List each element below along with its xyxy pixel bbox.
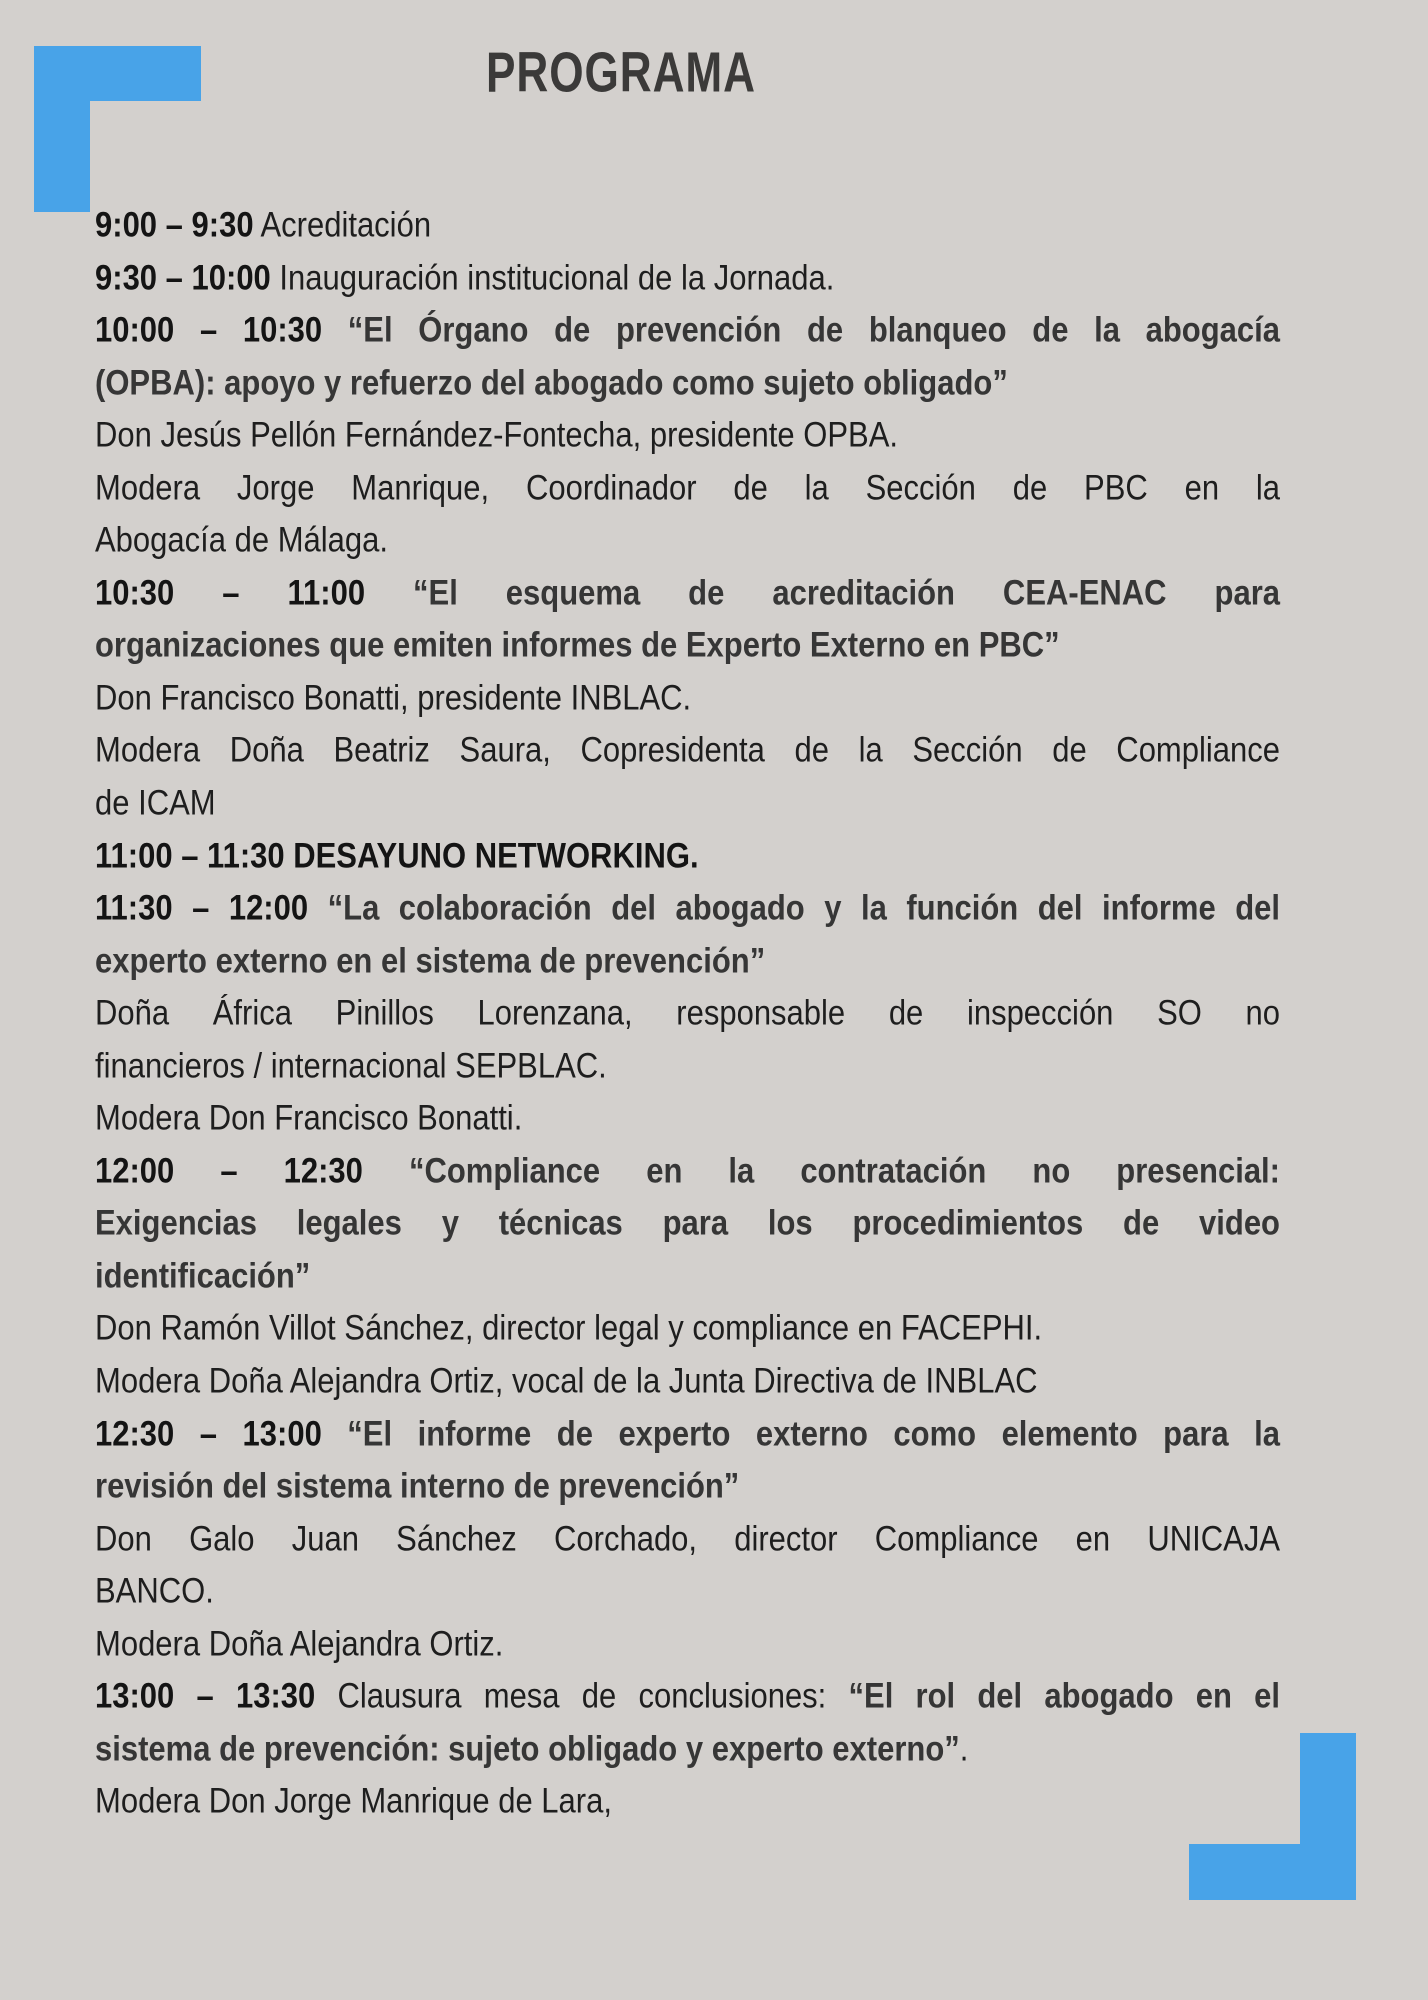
- program-line: [95, 983, 1280, 1043]
- program-line-segment-time: 9:00 – 9:30: [95, 204, 254, 245]
- program-line: [95, 1088, 1280, 1148]
- program-line-segment-title: (OPBA): apoyo y refuerzo del abogado como sujeto obligado”: [95, 361, 1008, 403]
- program-line-segment-time: 10:00 – 10:30: [95, 309, 323, 350]
- program-line-segment-time: 13:00 – 13:30: [95, 1675, 316, 1716]
- program-line-segment-title: sistema de prevención: sujeto obligado y experto externo”: [95, 1728, 960, 1769]
- program-line: [95, 615, 1280, 675]
- program-line-segment-time: 9:30 – 10:00: [95, 256, 271, 298]
- program-line-segment-title: “El informe de experto externo como elemento para la: [321, 1412, 1280, 1454]
- program-line: [95, 1193, 1280, 1253]
- program-line-segment-plain: Don Ramón Villot Sánchez, director legal y compliance en FACEPHI.: [95, 1307, 1043, 1348]
- program-line-segment-title: organizaciones que emiten informes de Experto Externo en PBC”: [95, 624, 1060, 665]
- program-line-segment-plain: .: [959, 1728, 969, 1769]
- program-line-segment-plain: Modera Doña Alejandra Ortiz, vocal de la Junta Directiva de INBLAC: [95, 1360, 1038, 1401]
- program-line-segment-plain: Acreditación: [253, 204, 432, 245]
- corner-accent-bottom-right-horizontal-bar: [1189, 1844, 1356, 1900]
- program-lines: [95, 199, 1280, 1828]
- program-line: [95, 195, 1280, 255]
- program-line-segment-title: Exigencias legales y técnicas para los procedimientos de video: [95, 1202, 1280, 1243]
- program-line-segment-title: revisión del sistema interno de prevención”: [95, 1465, 740, 1506]
- program-line-segment-plain: Inauguración institucional de la Jornada.: [270, 256, 835, 298]
- program-line: [95, 405, 1280, 465]
- program-line-segment-plain: Don Francisco Bonatti, presidente INBLAC.: [95, 677, 692, 718]
- program-line-segment-time: 12:00 – 12:30: [95, 1150, 363, 1191]
- program-line-segment-plain: BANCO.: [95, 1570, 214, 1611]
- program-line: [95, 248, 1280, 308]
- program-line: [95, 1351, 1280, 1411]
- program-line-segment-title: “El esquema de acreditación CEA-ENAC para: [365, 572, 1281, 613]
- program-line-segment-plain: de ICAM: [95, 782, 216, 823]
- program-line-segment-plain: Modera Doña Beatriz Saura, Copresidenta de la Sección de Compliance: [95, 729, 1280, 770]
- program-line-segment-plain: Modera Don Francisco Bonatti.: [95, 1097, 523, 1138]
- program-line: [95, 773, 1280, 833]
- program-line: [95, 826, 1280, 886]
- program-line: [95, 300, 1280, 360]
- program-line: [95, 1299, 1280, 1359]
- program-line: [95, 1456, 1280, 1516]
- program-line-segment-plain: Don Jesús Pellón Fernández-Fontecha, presidente OPBA.: [95, 414, 899, 455]
- program-line-segment-plain: Don Galo Juan Sánchez Corchado, director Compliance en UNICAJA: [95, 1517, 1280, 1559]
- program-line-segment-plain: Doña África Pinillos Lorenzana, responsable de inspección SO no: [95, 992, 1280, 1033]
- program-line: [95, 878, 1280, 938]
- program-line-segment-plain: Abogacía de Málaga.: [95, 519, 388, 560]
- program-line-segment-title: experto externo en el sistema de prevención”: [95, 939, 766, 981]
- program-line-segment-plain: Modera Jorge Manrique, Coordinador de la Sección de PBC en la: [95, 466, 1280, 508]
- program-line-segment-time: 11:30 – 12:00: [95, 887, 309, 928]
- program-line-segment-title: identificación”: [95, 1255, 311, 1296]
- program-line: [95, 1771, 1280, 1831]
- program-line-segment-plain: financieros / internacional SEPBLAC.: [95, 1045, 607, 1086]
- page-title: PROGRAMA: [486, 42, 756, 105]
- program-line: [95, 510, 1280, 570]
- program-line-segment-title: “El rol del abogado en el: [848, 1675, 1280, 1716]
- program-line: [95, 721, 1280, 781]
- program-line: [95, 1404, 1280, 1464]
- program-line-segment-title: “La colaboración del abogado y la función del informe del: [308, 887, 1281, 928]
- program-line-segment-plain: Modera Doña Alejandra Ortiz.: [95, 1623, 504, 1664]
- program-line: [95, 1666, 1280, 1726]
- program-line-segment-plain: Modera Don Jorge Manrique de Lara,: [95, 1780, 612, 1821]
- program-line: [95, 1561, 1280, 1621]
- program-line-segment-title: “El Órgano de prevención de blanqueo de la abogacía: [322, 309, 1280, 350]
- program-line-segment-plain: Clausura mesa de conclusiones:: [315, 1675, 849, 1716]
- program-line-segment-title: “Compliance en la contratación no presencial:: [362, 1150, 1280, 1191]
- program-line-segment-time: 10:30 – 11:00: [95, 572, 366, 613]
- program-line-segment-time: 11:00 – 11:30 DESAYUNO NETWORKING.: [95, 834, 699, 876]
- program-line-segment-time: 12:30 – 13:00: [95, 1412, 322, 1454]
